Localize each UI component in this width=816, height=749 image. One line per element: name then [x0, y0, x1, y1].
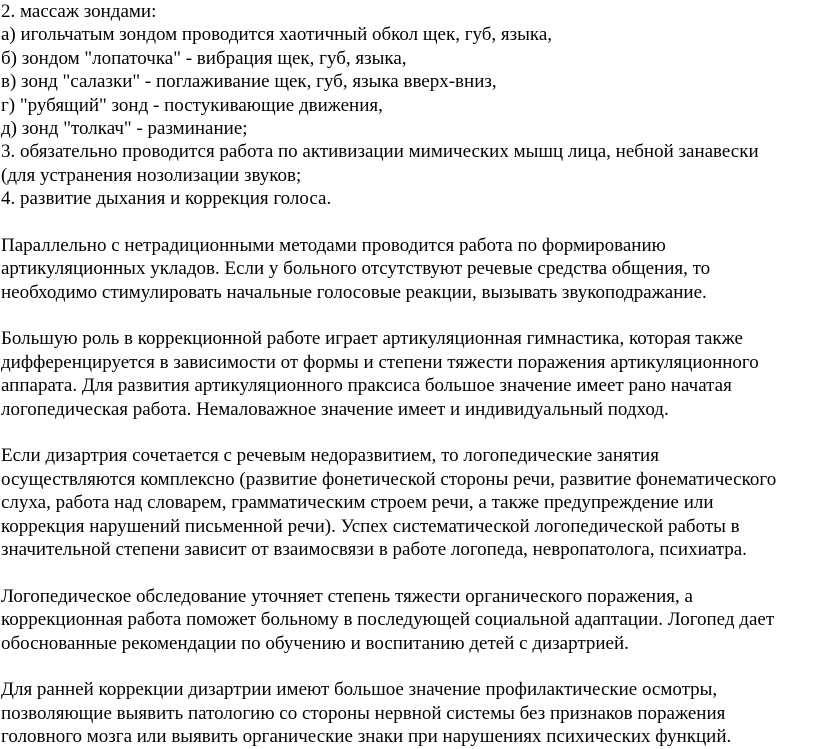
paragraph-line: дифференцируется в зависимости от формы и степени тяжести поражения артикуляционного	[1, 351, 759, 373]
paragraph-gap	[1, 561, 816, 584]
paragraph-line: коррекционная работа поможет больному в последующей социальной адаптации. Логопед дает	[1, 609, 775, 631]
paragraph-line: Большую роль в коррекционной работе играет артикуляционная гимнастика, которая также	[1, 328, 743, 350]
paragraph-line: Если дизартрия сочетается с речевым недоразвитием, то логопедические занятия	[1, 445, 659, 467]
list-line: д) зонд "толкач" - разминание;	[1, 117, 248, 139]
list-line: (для устранения нозолизации звуков;	[1, 164, 302, 186]
paragraph-line: Логопедическое обследование уточняет степень тяжести органического поражения, а	[1, 585, 693, 607]
list-line: в) зонд "салазки" - поглаживание щек, губ, языка вверх-вниз,	[1, 71, 497, 93]
paragraph-complex-sessions	[1, 444, 816, 561]
paragraph-line: слуха, работа над словарем, грамматическим строем речи, а также предупреждение или	[1, 492, 714, 514]
paragraph-line: необходимо стимулировать начальные голосовые реакции, вызывать звукоподражание.	[1, 281, 707, 303]
paragraph-line: позволяющие выявить патологию со стороны нервной системы без признаков поражения	[1, 702, 726, 724]
paragraph-gap	[1, 655, 816, 678]
paragraph-gap	[1, 304, 816, 327]
paragraph-line: обоснованные рекомендации по обучению и воспитанию детей с дизартрией.	[1, 632, 629, 654]
list-line: 3. обязательно проводится работа по активизации мимических мышц лица, небной занавески	[1, 141, 759, 163]
paragraph-line: головного мозга или выявить органические знаки при нарушениях психических функций.	[1, 726, 732, 748]
paragraph-articulation-gymnastics	[1, 327, 816, 421]
paragraph-line: осуществляются комплексно (развитие фонетической стороны речи, развитие фонематического	[1, 468, 777, 490]
paragraph-gap	[1, 421, 816, 444]
list-line: г) "рубящий" зонд - постукивающие движения,	[1, 94, 383, 116]
paragraph-line: Для ранней коррекции дизартрии имеют большое значение профилактические осмотры,	[1, 679, 718, 701]
paragraph-gap	[1, 211, 816, 234]
list-line: б) зондом "лопаточка" - вибрация щек, губ, языка,	[1, 47, 407, 69]
list-line: а) игольчатым зондом проводится хаотичный обкол щек, губ, языка,	[1, 24, 553, 46]
paragraph-line: значительной степени зависит от взаимосвязи в работе логопеда, невропатолога, психиатра.	[1, 538, 747, 560]
paragraph-line: аппарата. Для развития артикуляционного праксиса большое значение имеет рано начатая	[1, 375, 732, 397]
therapy-list	[1, 0, 816, 211]
paragraph-line: коррекция нарушений письменной речи). Успех систематической логопедической работы в	[1, 515, 740, 537]
paragraph-line: логопедическая работа. Немаловажное значение имеет и индивидуальный подход.	[1, 398, 669, 420]
paragraph-examination	[1, 585, 816, 655]
list-line: 2. массаж зондами:	[1, 1, 157, 22]
paragraph-line: Параллельно с нетрадиционными методами проводится работа по формированию	[1, 234, 666, 256]
paragraph-line: артикуляционных укладов. Если у больного отсутствуют речевые средства общения, то	[1, 258, 711, 280]
paragraph-articulation-setup	[1, 234, 816, 304]
list-line: 4. развитие дыхания и коррекция голоса.	[1, 188, 332, 210]
paragraph-early-correction	[1, 678, 816, 748]
